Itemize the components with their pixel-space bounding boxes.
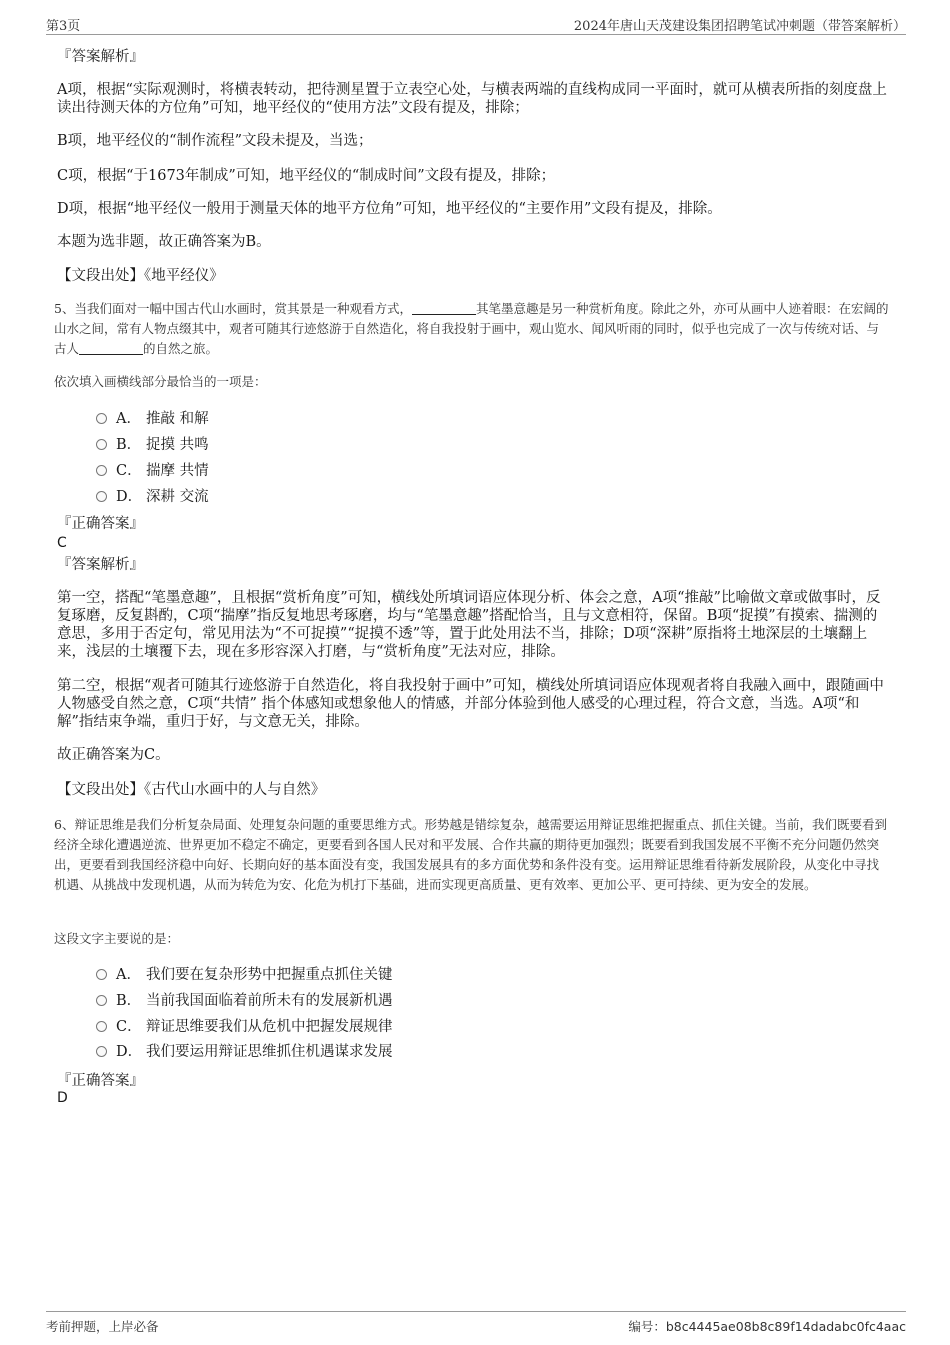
q5-conclusion: 故正确答案为C。 <box>57 747 170 763</box>
q6-option-b[interactable]: B． 当前我国面临着前所未有的发展新机遇 <box>96 992 393 1010</box>
q5-source: 【文段出处】《古代山水画中的人与自然》 <box>57 782 326 798</box>
q6-prompt: 这段文字主要说的是： <box>54 931 180 946</box>
page-header <box>46 12 906 35</box>
q4-explain-c: C项，根据“于1673年制成”可知，地平经仪的“制成时间”文段有提及，排除； <box>57 168 556 184</box>
q5-option-b[interactable]: B． 捉摸 共鸣 <box>96 436 209 454</box>
q4-explain-heading: 『答案解析』 <box>57 49 144 65</box>
radio-icon[interactable] <box>96 491 107 502</box>
q5-option-d[interactable]: D． 深耕 交流 <box>96 488 209 506</box>
page-footer <box>46 1311 906 1336</box>
document-code: 编号：b8c4445ae08b8c89f14dadabc0fc4aac <box>628 1319 906 1334</box>
page-number: 第3页 <box>46 19 81 34</box>
fill-blank-1 <box>412 300 476 315</box>
q5-stem: 5、当我们面对一幅中国古代山水画时，赏其景是一种观看方式， 其笔墨意趣是另一种赏析角度。除此之外，亦可从画中人迹着眼：在宏阔的山水之间，常有人物点缀其中，观者可随其行迹悠游于自然造化，将自我投射于画中，观山览水、闻风听雨的同时，似乎也完成了一次与传统对话、与古人 的自然之旅。 <box>54 301 889 356</box>
q4-conclusion: 本题为选非题，故正确答案为B。 <box>57 234 271 250</box>
q6-stem: 6、辩证思维是我们分析复杂局面、处理复杂问题的重要思维方式。形势越是错综复杂，越需要运用辩证思维把握重点、抓住关键。当前，我们既要看到经济全球化遭遇逆流、世界更加不稳定不确定，更要看到各国人民对和平发展、合作共赢的期待更加强烈；既要看到我国发展不平衡不充分问题仍然突出，更要看到我国经济稳中向好、长期向好的基本面没有变，我国发展具有的多方面优势和条件没有变。运用辩证思维看待新发展阶段，从变化中寻找机遇、从挑战中发现机遇，从而为转危为安、化危为机打下基础，进而实现更高质量、更有效率、更加公平、更可持续、更为安全的发展。 <box>54 817 887 892</box>
q5-correct-answer: C <box>57 535 67 551</box>
q5-explain-2: 第二空，根据“观者可随其行迹悠游于自然造化，将自我投射于画中”可知，横线处所填词语应体现观者将自我融入画中，跟随画中人物感受自然之意，C项“共情” 指个体感知或想象他人的情感，并部分体验到他人感受的心理过程，符合文意，当选。A项“和解”指结束争端，重归于好，与文意无关，排除。 <box>57 678 884 730</box>
radio-icon[interactable] <box>96 1046 107 1057</box>
document-title: 2024年唐山天茂建设集团招聘笔试冲刺题（带答案解析） <box>573 19 906 34</box>
q6-correct-heading: 『正确答案』 <box>57 1073 144 1089</box>
q5-prompt: 依次填入画横线部分最恰当的一项是： <box>54 374 267 389</box>
radio-icon[interactable] <box>96 995 107 1006</box>
q4-explain-b: B项，地平经仪的“制作流程”文段未提及，当选； <box>57 133 373 149</box>
q6-option-a[interactable]: A． 我们要在复杂形势中把握重点抓住关键 <box>96 966 393 984</box>
q4-source: 【文段出处】《地平经仪》 <box>57 268 224 284</box>
radio-icon[interactable] <box>96 413 107 424</box>
q4-explain-a: A项，根据“实际观测时，将横表转动，把待测星置于立表空心处，与横表两端的直线构成同一平面时，就可从横表所指的刻度盘上读出待测天体的方位角”可知，地平经仪的“使用方法”文段有提及，排除； <box>57 82 887 116</box>
q5-explain-1: 第一空，搭配“笔墨意趣”，且根据“赏析角度”可知，横线处所填词语应体现分析、体会之意，A项“推敲”比喻做文章或做事时，反复琢磨，反复斟酌，C项“揣摩”指反复地思考琢磨，均与“笔墨意趣”搭配恰当，且与文意相符，保留。B项“捉摸”有摸索、揣测的意思，多用于否定句，常见用法为“不可捉摸”“捉摸不透”等，置于此处用法不当，排除；D项“深耕”原指将土地深层的土壤翻上来，浅层的土壤覆下去，现在多形容深入打磨，与“赏析角度”无法对应，排除。 <box>57 590 881 660</box>
radio-icon[interactable] <box>96 465 107 476</box>
q5-option-a[interactable]: A． 推敲 和解 <box>96 410 209 428</box>
q4-explain-d: D项，根据“地平经仪一般用于测量天体的地平方位角”可知，地平经仪的“主要作用”文段有提及，排除。 <box>57 201 722 217</box>
footer-slogan: 考前押题，上岸必备 <box>46 1319 159 1334</box>
radio-icon[interactable] <box>96 1021 107 1032</box>
q6-option-c[interactable]: C． 辩证思维要我们从危机中把握发展规律 <box>96 1018 393 1036</box>
radio-icon[interactable] <box>96 439 107 450</box>
q5-correct-heading: 『正确答案』 <box>57 516 144 532</box>
q6-option-d[interactable]: D． 我们要运用辩证思维抓住机遇谋求发展 <box>96 1043 393 1061</box>
q5-explain-heading: 『答案解析』 <box>57 557 144 573</box>
fill-blank-2 <box>79 340 143 355</box>
q5-option-c[interactable]: C． 揣摩 共情 <box>96 462 209 480</box>
q6-correct-answer: D <box>57 1090 68 1106</box>
radio-icon[interactable] <box>96 969 107 980</box>
